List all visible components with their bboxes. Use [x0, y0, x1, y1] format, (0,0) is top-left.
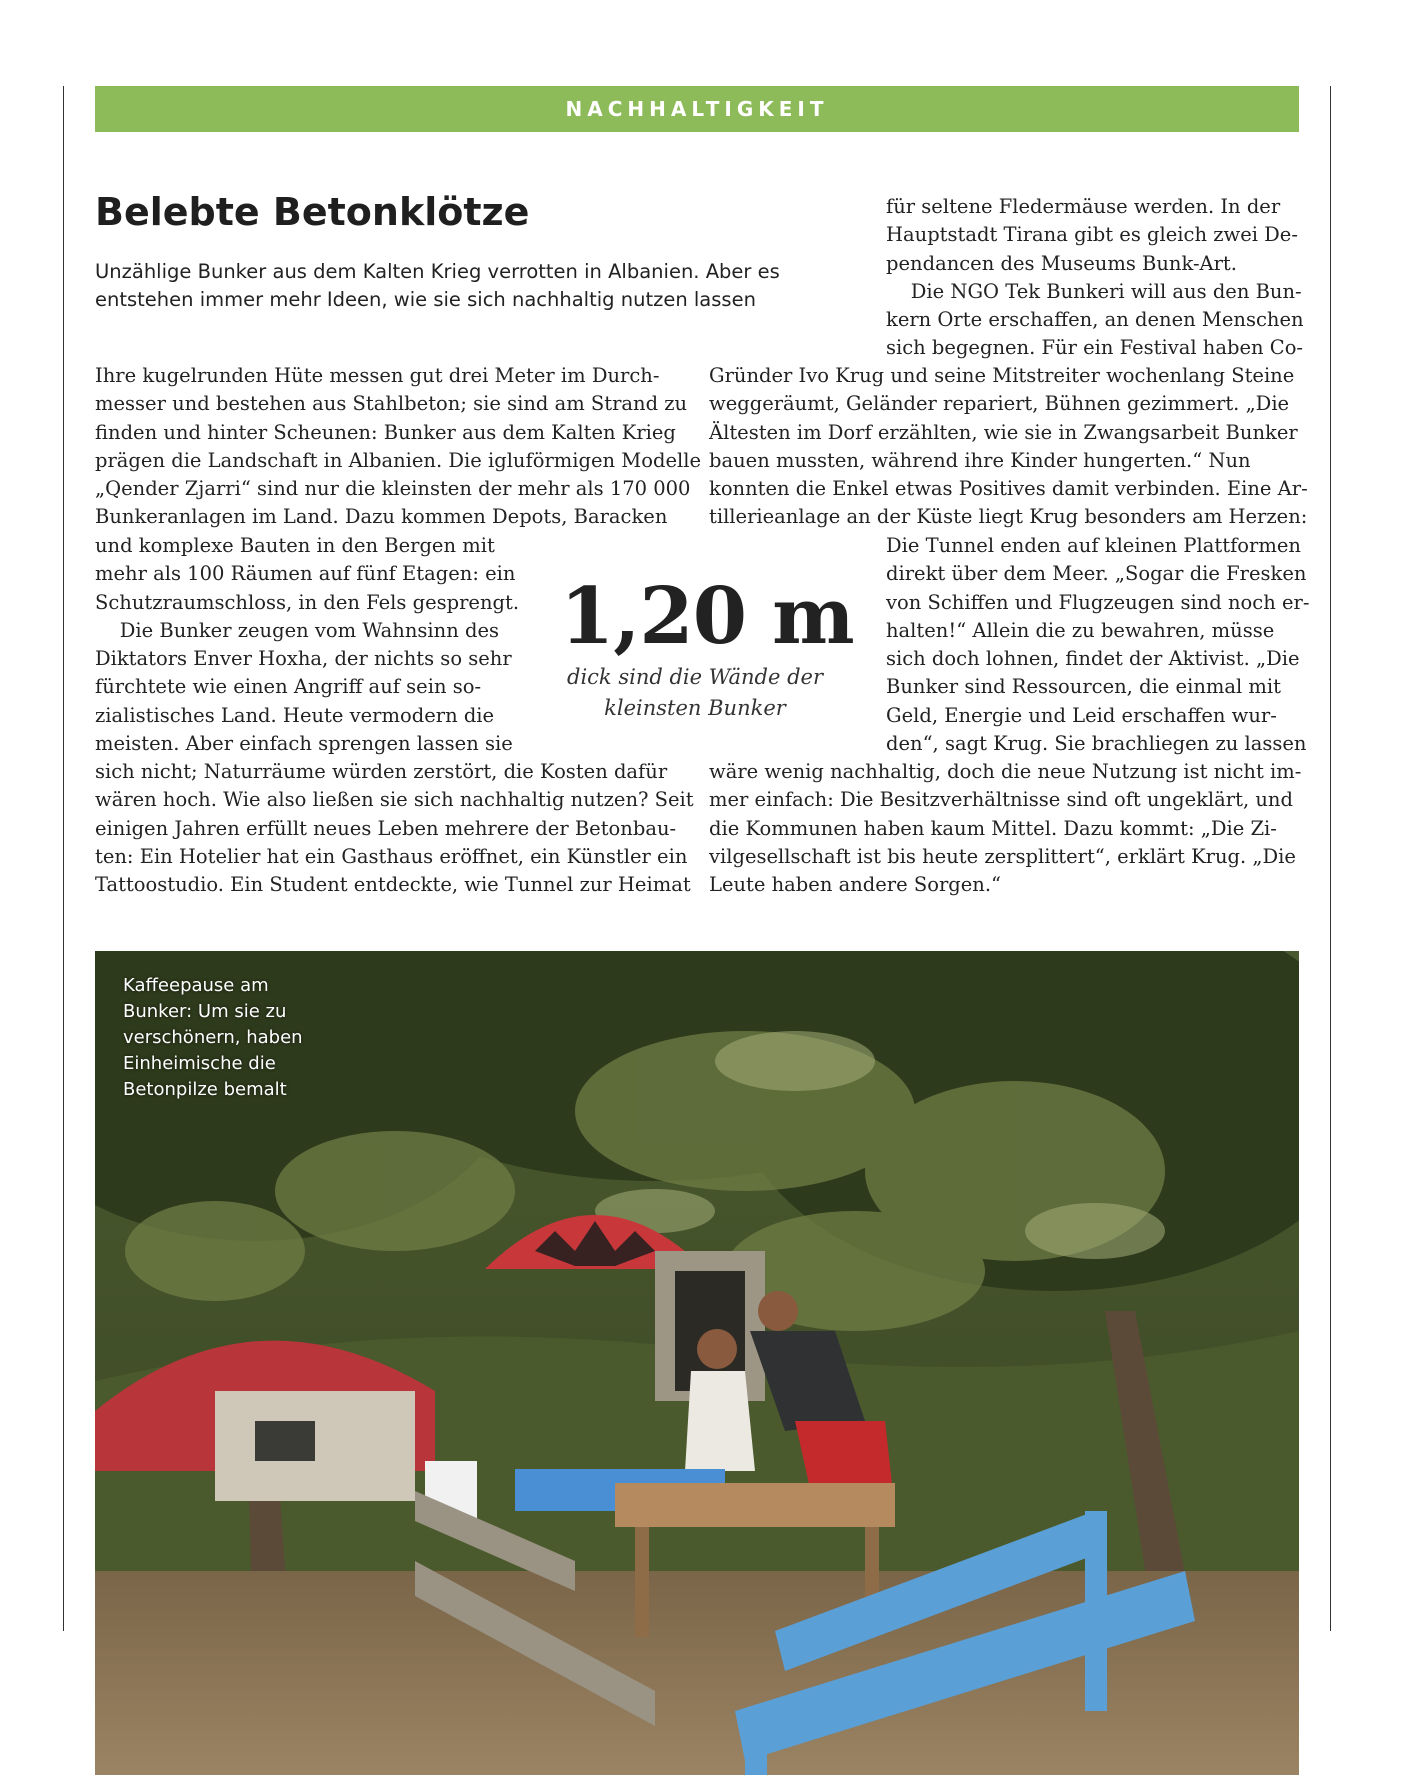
photo-caption: Kaffeepause am Bunker: Um sie zu verschönern, haben Einheimische die Betonpilze bemalt	[123, 975, 303, 1100]
pull-quote	[560, 571, 854, 724]
body-right-mid: Die Tunnel enden auf kleinen Plattformen direkt über dem Meer. „Sogar die Fresken von Schiffen und Flugzeugen sind noch er- halten!“ Allein die zu bewahren, müsse sich doch lohnen, findet der Aktivist. „Die Bunker sind Ressourcen, die einmal mit Geld, Energie und Leid erschaffen wur- den“, sagt Krug. Sie brachliegen zu lassen	[886, 534, 1310, 756]
body-right-bottom: wäre wenig nachhaltig, doch die neue Nutzung ist nicht im- mer einfach: Die Besitzverhältnisse sind oft ungeklärt, und die Kommunen haben kaum Mittel. Dazu kommt: „Die Zi- vilgesellschaft ist bis heute zersplittert“, erklärt Krug. „Die Leute haben andere Sorgen.“	[709, 760, 1302, 897]
page-rule-left	[63, 86, 64, 1631]
pull-quote-caption: dick sind die Wände der kleinsten Bunker	[567, 665, 823, 720]
section-banner: NACHHALTIGKEIT	[95, 86, 1299, 132]
body-left-bottom: sich nicht; Naturräume würden zerstört, die Kosten dafür wären hoch. Wie also ließen sie sich nachhaltig nutzen? Seit einigen Jahren erfüllt neues Leben mehrere der Betonbau- ten: Ein Hotelier hat ein Gasthaus eröffnet, ein Künstler ein Tattoostudio. Ein Student entdeckte, wie Tunnel zur Heimat	[95, 760, 694, 897]
pull-quote-value: 1,20 m	[560, 571, 854, 662]
body-left-top: Ihre kugelrunden Hüte messen gut drei Meter im Durch- messer und bestehen aus Stahlbeton; sie sind am Strand zu finden und hinter Scheunen: Bunker aus dem Kalten Krieg prägen die Landschaft in Albanien. Die igluförmigen Modelle „Qender Zjarri“ sind nur die kleinsten der mehr als 170 000 Bunkeranlagen im Land. Dazu kommen Depots, Baracken	[95, 364, 702, 529]
body-right-top: für seltene Fledermäuse werden. In der Hauptstadt Tirana gibt es gleich zwei De- pendancen des Museums Bunk-Art. Die NGO Tek Bunkeri will aus den Bun- kern Orte erschaffen, an denen Menschen sich begegnen. Für ein Festival haben Co-	[886, 195, 1304, 360]
page-rule-right	[1330, 86, 1331, 1631]
article-title: Belebte Betonklötze	[95, 190, 530, 234]
body-right-upper: Gründer Ivo Krug und seine Mitstreiter wochenlang Steine weggeräumt, Geländer repariert, Bühnen gezimmert. „Die Ältesten im Dorf erzählten, wie sie in Zwangsarbeit Bunker bauen mussten, während ihre Kinder hungerten.“ Nun konnten die Enkel etwas Positives damit verbinden. Eine Ar- tillerieanlage an der Küste liegt Krug besonders am Herzen:	[709, 364, 1308, 529]
article-subtitle: Unzählige Bunker aus dem Kalten Krieg verrotten in Albanien. Aber es entstehen immer mehr Ideen, wie sie sich nachhaltig nutzen lassen	[95, 260, 780, 311]
body-left-mid: und komplexe Bauten in den Bergen mit mehr als 100 Räumen auf fünf Etagen: ein Schutzraumschloss, in den Fels gesprengt. Die Bunker zeugen vom Wahnsinn des Diktators Enver Hoxha, der nichts so sehr fürchtete wie einen Angriff auf sein so- zialistisches Land. Heute vermodern die meisten. Aber einfach sprengen lassen sie	[95, 534, 520, 756]
